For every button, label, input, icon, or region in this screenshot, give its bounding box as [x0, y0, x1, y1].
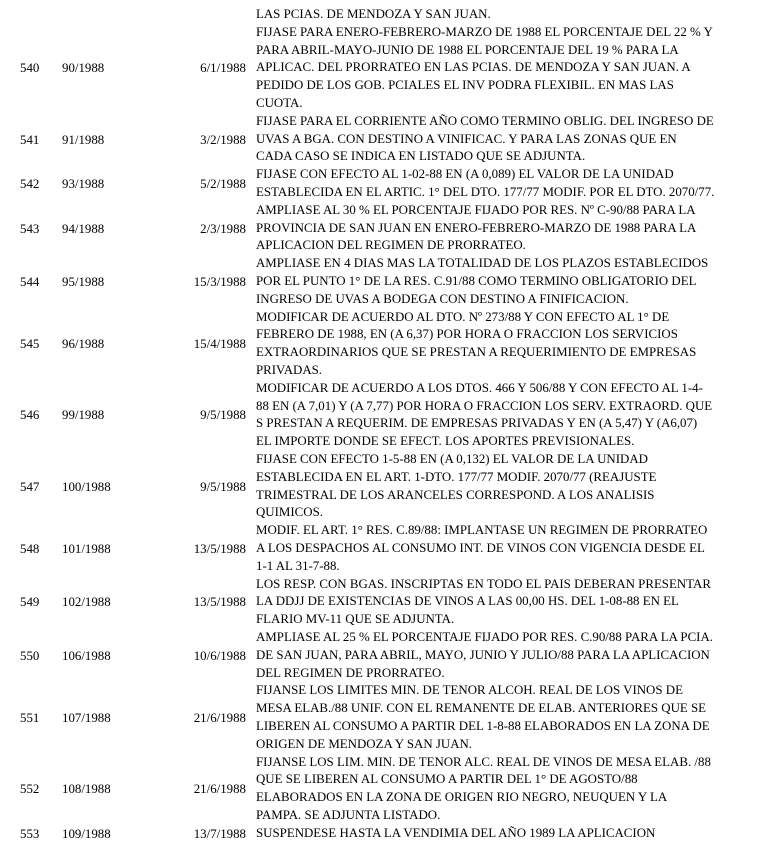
row-number: 550: [20, 648, 40, 663]
resolution-date: 2/3/1988: [200, 221, 246, 236]
description: [256, 166, 754, 202]
description-line: CUOTA.: [256, 95, 303, 110]
description-line: PAMPA. SE ADJUNTA LISTADO.: [256, 807, 441, 822]
resolution-date: 13/5/1988: [193, 595, 246, 610]
description: [256, 682, 754, 753]
row-number: 546: [20, 408, 40, 423]
description-line: MODIFICAR DE ACUERDO AL DTO. Nº 273/88 Y CON EFECTO AL 1° DE: [256, 309, 670, 324]
resolution-number: 94/1988: [62, 221, 105, 236]
resolution-date: 13/5/1988: [193, 541, 246, 556]
table-row: [0, 166, 757, 202]
description-line: PROVINCIA DE SAN JUAN EN ENERO-FEBRERO-MARZO DE 1988 PARA LA: [256, 220, 697, 235]
resolution-number: 102/1988: [62, 595, 111, 610]
table-row: [0, 682, 757, 753]
description: [256, 825, 754, 843]
description-line: FLARIO MV-11 QUE SE ADJUNTA.: [256, 612, 455, 627]
description-line: FIJASE CON EFECTO 1-5-88 EN (A 0,132) EL VALOR DE LA UNIDAD: [256, 452, 648, 466]
description-line: ESTABLECIDA EN EL ART. 1-DTO. 177/77 MODIF. 2070/77 (REAJUSTE: [256, 469, 657, 484]
description-line: TRIMESTRAL DE LOS ARANCELES CORRESPOND. A LOS ANALISIS: [256, 487, 655, 502]
description-line: QUIMICOS.: [256, 505, 323, 520]
description: [256, 113, 754, 166]
resolution-date: 3/2/1988: [200, 132, 246, 147]
description-line: APLICAC. DEL PRORRATEO EN LAS PCIAS. DE MENDOZA Y SAN JUAN. A: [256, 60, 691, 75]
description-line: MODIF. EL ART. 1° RES. C.89/88: IMPLANTASE UN REGIMEN DE PRORRATEO: [256, 523, 708, 538]
description-line: EL IMPORTE DONDE SE EFECT. LOS APORTES PREVISIONALES.: [256, 434, 635, 449]
description-line: CADA CASO SE INDICA EN LISTADO QUE SE ADJUNTA.: [256, 149, 586, 164]
description-line: FIJANSE LOS LIMITES MIN. DE TENOR ALCOH. REAL DE LOS VINOS DE: [256, 683, 683, 698]
description-line: MODIFICAR DE ACUERDO A LOS DTOS. 466 Y 506/88 Y CON EFECTO AL 1-4-: [256, 380, 703, 395]
description-line: AMPLIASE AL 25 % EL PORCENTAJE FIJADO POR RES. C.90/88 PARA LA PCIA.: [256, 630, 714, 644]
resolution-number: 96/1988: [62, 337, 105, 352]
description-line: LIBEREN AL CONSUMO A PARTIR DEL 1-8-88 ELABORADOS EN LA ZONA DE: [256, 718, 710, 733]
description-line: PEDIDO DE LOS GOB. PCIALES EL INV PODRA FLEXIBIL. EN MAS LAS: [256, 78, 674, 93]
table-row: [0, 380, 757, 451]
row-number: 553: [20, 826, 40, 841]
description: [256, 202, 754, 255]
description-line: 88 EN (A 7,01) Y (A 7,77) POR HORA O FRACCION LOS SERV. EXTRAORD. QUE: [256, 398, 713, 413]
table-row: [0, 113, 757, 166]
description-line: ESTABLECIDA EN EL ARTIC. 1° DEL DTO. 177/77 MODIF. POR EL DTO. 2070/77.: [256, 184, 715, 199]
row-number: 541: [20, 132, 40, 147]
resolution-date: 21/6/1988: [193, 711, 246, 726]
resolution-date: 21/6/1988: [193, 782, 246, 797]
resolution-date: 6/1/1988: [200, 61, 246, 76]
description-line: FEBRERO DE 1988, EN (A 6,37) POR HORA O FRACCION LOS SERVICIOS: [256, 327, 678, 342]
description-line: MESA ELAB./88 UNIF. CON EL REMANENTE DE ELAB. ANTERIORES QUE SE: [256, 701, 707, 716]
row-number: 552: [20, 782, 40, 797]
description-line: PRIVADAS.: [256, 362, 323, 377]
resolution-date: 9/5/1988: [200, 479, 246, 494]
table-row: [0, 255, 757, 308]
description-line: SUSPENDESE HASTA LA VENDIMIA DEL AÑO 1989 LA APLICACION: [256, 825, 656, 840]
description-line: LOS RESP. CON BGAS. INSCRIPTAS EN TODO EL PAIS DEBERAN PRESENTAR: [256, 576, 711, 591]
table-row: [0, 629, 757, 682]
table-row: [0, 202, 757, 255]
description-line: PARA ABRIL-MAYO-JUNIO DE 1988 EL PORCENTAJE DEL 19 % PARA LA: [256, 42, 679, 57]
description-line: UVAS A BGA. CON DESTINO A VINIFICAC. Y PARA LAS ZONAS QUE EN: [256, 131, 677, 146]
table-row: [0, 576, 757, 629]
description: [256, 309, 754, 380]
row-number: 545: [20, 337, 40, 352]
resolution-number: 101/1988: [62, 541, 111, 556]
resolution-number: 91/1988: [62, 132, 105, 147]
row-number: 543: [20, 221, 40, 236]
resolution-date: 15/3/1988: [193, 274, 246, 289]
description: [256, 629, 754, 682]
table-row: [0, 522, 757, 575]
resolution-number: 106/1988: [62, 648, 111, 663]
description-line: AMPLIASE EN 4 DIAS MAS LA TOTALIDAD DE LOS PLAZOS ESTABLECIDOS: [256, 256, 709, 271]
description: [256, 255, 754, 308]
description: [256, 380, 754, 451]
description-line: ORIGEN DE MENDOZA Y SAN JUAN.: [256, 736, 473, 751]
row-number: 540: [20, 61, 40, 76]
resolution-date: 15/4/1988: [193, 337, 246, 352]
table-row: [0, 451, 757, 522]
description-line: AMPLIASE AL 30 % EL PORCENTAJE FIJADO POR RES. Nº C-90/88 PARA LA: [256, 202, 696, 217]
table-row: [0, 309, 757, 380]
resolution-number: 90/1988: [62, 61, 105, 76]
resolution-number: 109/1988: [62, 826, 111, 841]
resolution-date: 9/5/1988: [200, 408, 246, 423]
row-number: 542: [20, 177, 40, 192]
resolution-number: 93/1988: [62, 177, 105, 192]
description-line: FIJASE CON EFECTO AL 1-02-88 EN (A 0,089) EL VALOR DE LA UNIDAD: [256, 167, 674, 182]
description: [256, 522, 754, 575]
resolution-number: 108/1988: [62, 782, 111, 797]
resolution-number: 95/1988: [62, 274, 105, 289]
table-row: [0, 6, 757, 24]
description-line: ELABORADOS EN LA ZONA DE ORIGEN RIO NEGRO, NEUQUEN Y LA: [256, 790, 668, 805]
description-line: LAS PCIAS. DE MENDOZA Y SAN JUAN.: [256, 7, 491, 21]
description-line: S PRESTAN A REQUERIM. DE EMPRESAS PRIVADAS Y EN (A 5,47) Y (A6,07): [256, 416, 698, 431]
description-line: A LOS DESPACHOS AL CONSUMO INT. DE VINOS CON VIGENCIA DESDE EL: [256, 540, 705, 555]
resolution-number: 107/1988: [62, 711, 111, 726]
resolution-date: 5/2/1988: [200, 177, 246, 192]
description-line: INGRESO DE UVAS A BODEGA CON DESTINO A FINIFICACION.: [256, 291, 629, 306]
description: [256, 6, 754, 24]
resolution-date: 13/7/1988: [193, 826, 246, 841]
description-line: QUE SE LIBEREN AL CONSUMO A PARTIR DEL 1° DE AGOSTO/88: [256, 772, 638, 787]
description: [256, 24, 754, 113]
row-number: 544: [20, 274, 40, 289]
resolution-number: 100/1988: [62, 479, 111, 494]
row-number: 551: [20, 711, 40, 726]
description-line: LA DDJJ DE EXISTENCIAS DE VINOS A LAS 00,00 HS. DEL 1-08-88 EN EL: [256, 594, 679, 609]
description-line: FIJASE PARA ENERO-FEBRERO-MARZO DE 1988 EL PORCENTAJE DEL 22 % Y: [256, 24, 713, 39]
description-line: DEL REGIMEN DE PRORRATEO.: [256, 665, 445, 680]
description-line: FIJANSE LOS LIM. MIN. DE TENOR ALC. REAL DE VINOS DE MESA ELAB. /88: [256, 754, 711, 769]
description-line: EXTRAORDINARIOS QUE SE PRESTAN A REQUERIMIENTO DE EMPRESAS: [256, 345, 697, 360]
resolution-number: 99/1988: [62, 408, 105, 423]
description: [256, 451, 754, 522]
description-line: 1-1 AL 31-7-88.: [256, 558, 340, 573]
table-row: [0, 825, 757, 843]
description-line: APLICACION DEL REGIMEN DE PRORRATEO.: [256, 238, 526, 253]
description-line: FIJASE PARA EL CORRIENTE AÑO COMO TERMINO OBLIG. DEL INGRESO DE: [256, 113, 714, 128]
row-number: 548: [20, 541, 40, 556]
description: [256, 754, 754, 825]
table-row: [0, 24, 757, 113]
description-line: POR EL PUNTO 1° DE LA RES. C.91/88 COMO TERMINO OBLIGATORIO DEL: [256, 273, 697, 288]
row-number: 547: [20, 479, 40, 494]
description-line: DE SAN JUAN, PARA ABRIL, MAYO, JUNIO Y JULIO/88 PARA LA APLICACION: [256, 647, 710, 662]
table-row: [0, 754, 757, 825]
row-number: 549: [20, 595, 40, 610]
description: [256, 576, 754, 629]
resolution-date: 10/6/1988: [193, 648, 246, 663]
